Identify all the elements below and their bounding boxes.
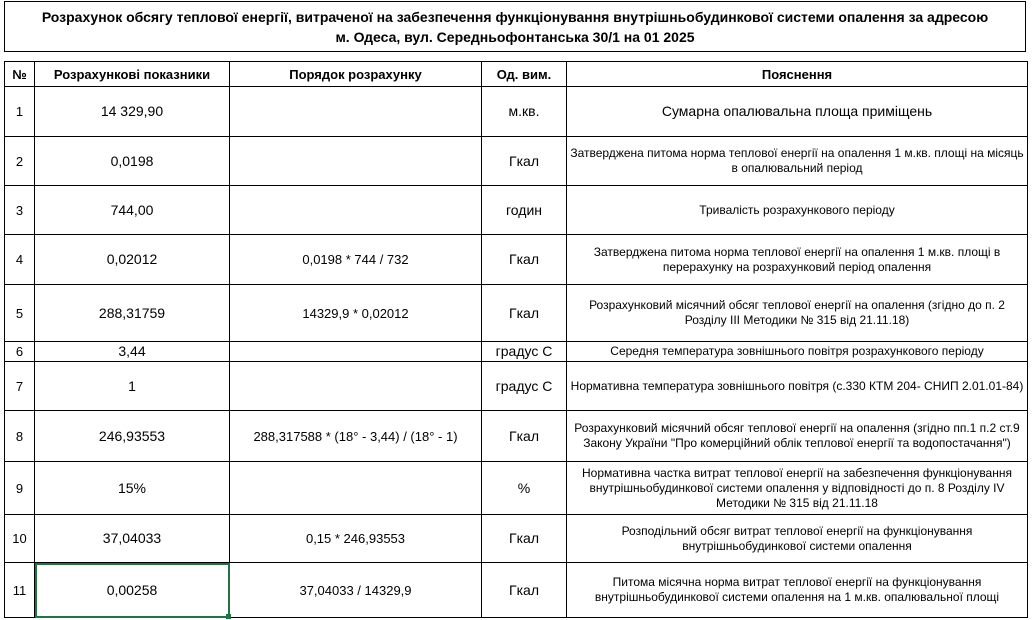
explanation-cell[interactable]: Нормативна частка витрат теплової енергії на забезпечення функціонування внутрішньобудинкової системи опалення у відповідності до п. 8 Розділу IV Методики № 315 від 21.11.18 (567, 462, 1028, 515)
table-row (5, 137, 1028, 186)
calculation-formula[interactable] (230, 137, 482, 186)
table-row (5, 515, 1028, 563)
calculation-formula[interactable]: 37,04033 / 14329,9 (230, 563, 482, 618)
unit-cell[interactable]: градус С (482, 362, 567, 411)
table-row (5, 87, 1028, 137)
explanation-cell[interactable]: Затверджена питома норма теплової енергії на опалення 1 м.кв. площі в перерахунку на розрахунковий період опалення (567, 235, 1028, 285)
calculation-formula[interactable] (230, 462, 482, 515)
indicator-value[interactable]: 3,44 (35, 342, 230, 362)
row-number[interactable]: 7 (5, 362, 35, 411)
row-number[interactable]: 9 (5, 462, 35, 515)
header-procedure[interactable]: Порядок розрахунку (230, 62, 482, 87)
header-explanation[interactable]: Пояснення (567, 62, 1028, 87)
unit-cell[interactable]: градус С (482, 342, 567, 362)
indicator-value[interactable]: 744,00 (35, 186, 230, 235)
row-number[interactable]: 5 (5, 285, 35, 342)
row-number[interactable]: 1 (5, 87, 35, 137)
fill-handle[interactable] (226, 614, 231, 619)
table-row (5, 235, 1028, 285)
row-number[interactable]: 11 (5, 563, 35, 618)
calculation-formula[interactable] (230, 186, 482, 235)
header-row (5, 62, 1028, 87)
explanation-cell[interactable]: Розподільний обсяг витрат теплової енергії на функціонування внутрішньобудинкової системи опалення (567, 515, 1028, 563)
header-num[interactable]: № (5, 62, 35, 87)
table-row (5, 285, 1028, 342)
calculation-formula[interactable]: 14329,9 * 0,02012 (230, 285, 482, 342)
table-row (5, 362, 1028, 411)
unit-cell[interactable]: Гкал (482, 515, 567, 563)
explanation-cell[interactable]: Середня температура зовнішнього повітря розрахункового періоду (567, 342, 1028, 362)
explanation-cell[interactable]: Розрахунковий місячний обсяг теплової енергії на опалення (згідно до п. 2 Розділу ІІІ Методики № 315 від 21.11.18) (567, 285, 1028, 342)
title-line-2: м. Одеса, вул. Середньофонтанська 30/1 на 01 2025 (335, 28, 695, 45)
sheet-title (4, 1, 1026, 52)
row-number[interactable]: 4 (5, 235, 35, 285)
indicator-value[interactable]: 288,31759 (35, 285, 230, 342)
unit-cell[interactable]: м.кв. (482, 87, 567, 137)
explanation-cell[interactable]: Розрахунковий місячний обсяг теплової енергії на опалення (згідно пп.1 п.2 ст.9 Закону України "Про комерційний облік теплової енергії та водопостачання") (567, 411, 1028, 462)
table-row (5, 411, 1028, 462)
indicator-value[interactable]: 0,02012 (35, 235, 230, 285)
calculation-formula[interactable] (230, 342, 482, 362)
explanation-cell[interactable]: Питома місячна норма витрат теплової енергії на функціонування внутрішньобудинкової системи опалення на 1 м.кв. опалювальної площі (567, 563, 1028, 618)
unit-cell[interactable]: Гкал (482, 411, 567, 462)
explanation-cell[interactable]: Тривалість розрахункового періоду (567, 186, 1028, 235)
row-number[interactable]: 2 (5, 137, 35, 186)
indicator-value[interactable]: 1 (35, 362, 230, 411)
header-indicators[interactable]: Розрахункові показники (35, 62, 230, 87)
unit-cell[interactable]: Гкал (482, 563, 567, 618)
calculation-formula[interactable] (230, 87, 482, 137)
calculation-formula[interactable]: 288,317588 * (18° - 3,44) / (18° - 1) (230, 411, 482, 462)
indicator-value[interactable]: 0,0198 (35, 137, 230, 186)
calculation-table (4, 61, 1028, 618)
row-number[interactable]: 10 (5, 515, 35, 563)
indicator-value[interactable]: 15% (35, 462, 230, 515)
table-row (5, 563, 1028, 618)
explanation-cell[interactable]: Затверджена питома норма теплової енергії на опалення 1 м.кв. площі на місяць в опалювальний період (567, 137, 1028, 186)
explanation-cell[interactable]: Сумарна опалювальна площа приміщень (567, 87, 1028, 137)
indicator-value[interactable]: 14 329,90 (35, 87, 230, 137)
unit-cell[interactable]: годин (482, 186, 567, 235)
table-row (5, 186, 1028, 235)
unit-cell[interactable]: % (482, 462, 567, 515)
selected-cell[interactable]: 0,00258 (35, 563, 230, 618)
row-number[interactable]: 3 (5, 186, 35, 235)
title-line-1: Розрахунок обсягу теплової енергії, витраченої на забезпечення функціонування внутрішньобудинкової системи опалення за адресою (41, 8, 989, 25)
indicator-value[interactable]: 246,93553 (35, 411, 230, 462)
table-row (5, 462, 1028, 515)
calculation-formula[interactable]: 0,0198 * 744 / 732 (230, 235, 482, 285)
explanation-cell[interactable]: Нормативна температура зовнішнього повітря (с.330 КТМ 204- СНИП 2.01.01-84) (567, 362, 1028, 411)
indicator-value[interactable]: 37,04033 (35, 515, 230, 563)
calculation-formula[interactable] (230, 362, 482, 411)
table-row (5, 342, 1028, 362)
calculation-formula[interactable]: 0,15 * 246,93553 (230, 515, 482, 563)
unit-cell[interactable]: Гкал (482, 235, 567, 285)
row-number[interactable]: 6 (5, 342, 35, 362)
header-unit[interactable]: Од. вим. (482, 62, 567, 87)
unit-cell[interactable]: Гкал (482, 285, 567, 342)
unit-cell[interactable]: Гкал (482, 137, 567, 186)
row-number[interactable]: 8 (5, 411, 35, 462)
